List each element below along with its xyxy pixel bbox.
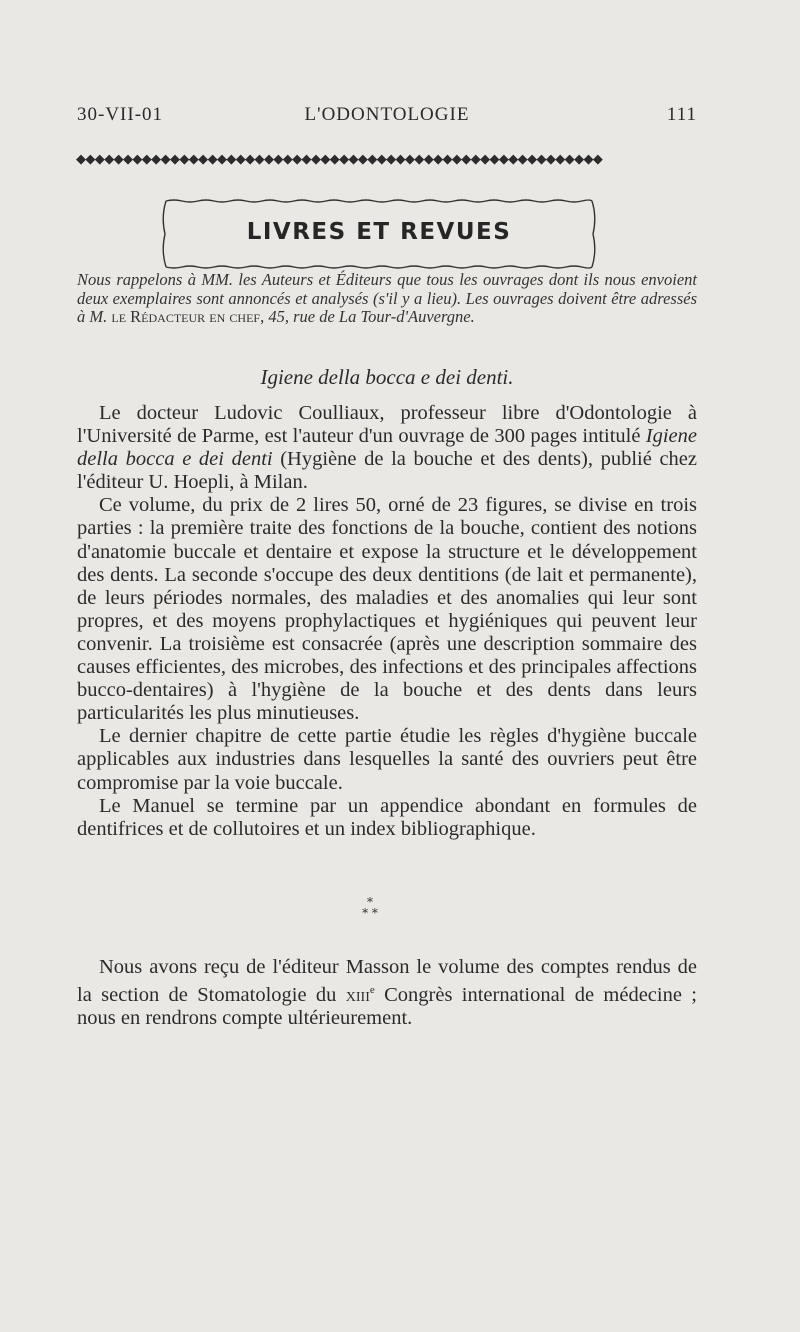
section-title-frame bbox=[160, 197, 598, 271]
page-number: 111 bbox=[666, 104, 697, 125]
asterism-separator bbox=[340, 897, 400, 919]
section-title: LIVRES ET REVUES bbox=[246, 219, 512, 245]
paragraph bbox=[77, 956, 697, 1030]
issue-date: 30-VII-01 bbox=[77, 104, 164, 125]
paragraph-text: Nous avons reçu de l'éditeur Masson le volume des comptes rendus de la section de Stomatologie du bbox=[77, 956, 697, 1006]
paragraph-text: (Hygiène de la bouche et des dents), publié chez l'éditeur U. Hoepli, à Milan. bbox=[77, 448, 697, 494]
journal-name: L'ODONTOLOGIE bbox=[304, 104, 470, 125]
review-body bbox=[77, 402, 697, 841]
book-title: Igiene della bocca e dei denti. bbox=[260, 365, 514, 389]
book-title-inline: Igiene della bocca e dei denti bbox=[77, 425, 697, 471]
asterism-top: * bbox=[367, 895, 373, 909]
ordinal-suffix: e bbox=[369, 984, 375, 997]
notice-text: Nous rappelons à MM. les Auteurs et Éditeurs que tous les ouvrages dont ils nous envoient deux exemplaires sont annoncés et analysés (s'il y a lieu). Les ouvrages doivent être adressés à M. bbox=[77, 270, 697, 326]
editorial-notice bbox=[77, 271, 697, 327]
paragraph: Le dernier chapitre de cette partie étudie les règles d'hygiène buccale applicables aux industries dans lesquelles la santé des ouvriers peut être compromise par la voie buccale. bbox=[77, 725, 697, 794]
ornamental-rule: ◆◆◆◆◆◆◆◆◆◆◆◆◆◆◆◆◆◆◆◆◆◆◆◆◆◆◆◆◆◆◆◆◆◆◆◆◆◆◆◆◆◆◆◆◆◆◆◆◆◆◆◆◆◆◆◆ bbox=[76, 152, 603, 167]
notice-editor: le Rédacteur en chef bbox=[111, 307, 261, 326]
paragraph-text: Le docteur Ludovic Coulliaux, professeur libre d'Odontologie à l'Université de Parme, est l'auteur d'un ouvrage de 300 pages intitulé bbox=[77, 402, 697, 448]
notice-address: , 45, rue de La Tour-d'Auvergne. bbox=[260, 307, 475, 326]
paragraph: Le Manuel se termine par un appendice abondant en formules de dentifrices et de collutoires et un index bibliographique. bbox=[77, 794, 697, 840]
asterism-bottom: * * bbox=[362, 906, 378, 920]
paragraph bbox=[77, 402, 697, 494]
second-notice bbox=[77, 956, 697, 1030]
paragraph: Ce volume, du prix de 2 lires 50, orné de 23 figures, se divise en trois parties : la première traite des fonctions de la bouche, contient des notions d'anatomie buccale et dentaire et expose la structure et le développement des dents. La seconde s'occupe des deux dentitions (de lait et permanente), de leurs périodes normales, des maladies et des anomalies qui leur sont propres, et des moyens prophylactiques et hygiéniques qui peuvent leur convenir. La troisième est consacrée (après une description sommaire des causes efficientes, des microbes, des infections et des principales affections bucco-dentaires) à l'hygiène de la bouche et des dents dans leurs particularités les plus minutieuses. bbox=[77, 494, 697, 725]
paragraph-text: Congrès international de médecine ; nous en rendrons compte ultérieurement. bbox=[77, 983, 697, 1030]
roman-numeral: xiii bbox=[345, 983, 370, 1006]
